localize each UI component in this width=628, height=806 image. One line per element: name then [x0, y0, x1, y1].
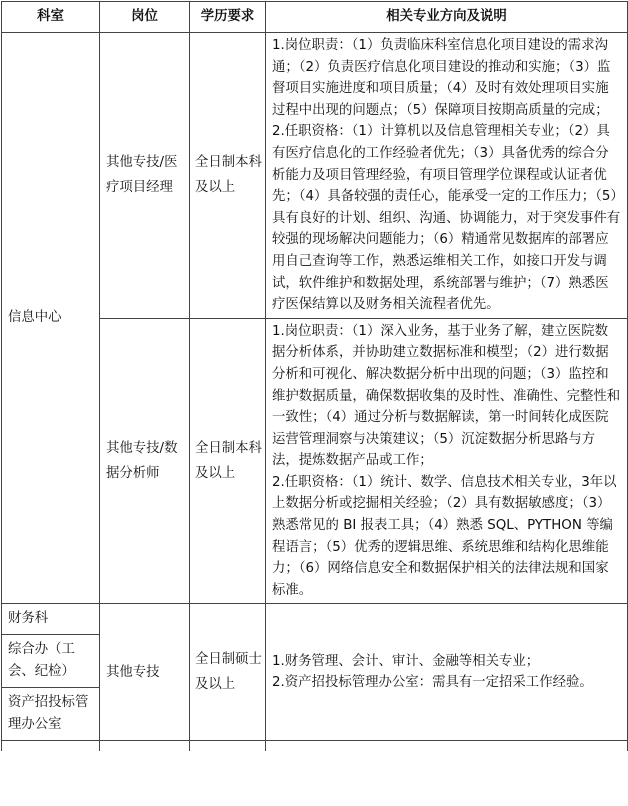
table-row: [2, 604, 628, 741]
education-cell: 全日制本科及以上: [190, 318, 266, 604]
empty-cell: [190, 741, 266, 752]
duties-paragraph: 1.岗位职责：（1）负责临床科室信息化项目建设的需求沟通；（2）负责医疗信息化项目建设的推动和实施；（3）监督项目实施进度和项目质量；（4）及时有效处理项目实施过程中出现的问题点；（5）保障项目按期高质量的完成；: [272, 38, 611, 118]
table-row-partial: [2, 741, 628, 752]
duties-paragraph: 1.岗位职责：（1）深入业务，基于业务了解，建立医院数据分析体系，并协助建立数据标准和模型；（2）进行数据分析和可视化、解决数据分析中出现的问题；（3）监控和维护数据质量，确保数据收集的及时性、准确性、完整性和一致性；（4）通过分析与数据解读，第一时间转化成医院运营管理洞察与决策建议；（5）沉淀数据分析思路与方法，提炼数据产品或工作；: [272, 323, 621, 469]
dept-cell-general-office: 综合办（工会、纪检）: [2, 635, 99, 688]
description-cell: [266, 33, 628, 319]
dept-cell-asset-bidding: 资产招投标管理办公室: [8, 695, 89, 733]
header-description: 相关专业方向及说明: [266, 2, 628, 33]
dept-cell-finance: 财务科: [2, 604, 99, 635]
education-cell: 全日制本科及以上: [190, 33, 266, 319]
education-cell: 全日制硕士及以上: [190, 604, 266, 741]
description-cell: [266, 604, 628, 741]
header-position: 岗位: [100, 2, 190, 33]
empty-cell: [266, 741, 628, 752]
dept-cell-info-center: 信息中心: [2, 33, 100, 604]
recruitment-table: [1, 1, 628, 751]
table-header-row: [2, 2, 628, 33]
description-cell: [266, 318, 628, 604]
experience-paragraph: 2.资产招投标管理办公室：需具有一定招采工作经验。: [272, 675, 593, 691]
qualifications-paragraph: 2.任职资格：（1）计算机以及信息管理相关专业；（2）具有医疗信息化的工作经验者优先；（3）具备优秀的综合分析能力及项目管理经验，有项目管理学位课程或认证者优先；（4）具备较强的责任心，能承受一定的工作压力；（5）具有良好的计划、组织、沟通、协调能力，对于突发事件有较强的现场解决问题能力；（6）精通常见数据库的部署应用自己查询等工作，熟悉运维相关工作，如接口开发与调试，软件维护和数据处理，系统部署与维护；（7）熟悉医疗医保结算以及财务相关流程者优先。: [272, 124, 621, 313]
empty-cell: [2, 741, 100, 752]
position-cell: 其他专技: [100, 604, 190, 741]
position-cell: 其他专技/数据分析师: [100, 318, 190, 604]
position-cell: 其他专技/医疗项目经理: [100, 33, 190, 319]
header-education: 学历要求: [190, 2, 266, 33]
qualifications-paragraph: 2.任职资格：（1）统计、数学、信息技术相关专业，3年以上数据分析或挖掘相关经验；（2）具有数据敏感度；（3）熟悉常见的 BI 报表工具；（4）熟悉 SQL、PYTHON 等编程语言；（5）优秀的逻辑思维、系统思维和结构化思维能力；（6）网络信息安全和数据保护相关的法律法规和国家标准。: [272, 474, 617, 598]
majors-paragraph: 1.财务管理、会计、审计、金融等相关专业；: [272, 653, 540, 669]
table-row: [2, 33, 628, 319]
dept-stack: [2, 604, 100, 741]
empty-cell: [100, 741, 190, 752]
header-dept: 科室: [2, 2, 100, 33]
